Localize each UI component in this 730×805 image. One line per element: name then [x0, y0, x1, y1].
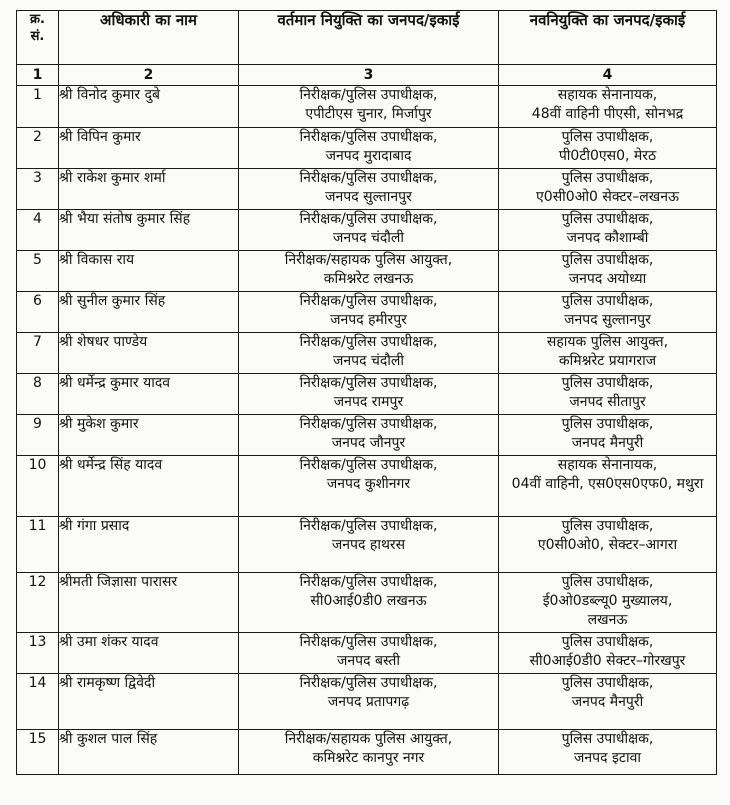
current-posting: [239, 86, 499, 128]
new-posting-line: जनपद सुल्तानपुर: [564, 312, 651, 328]
new-posting-line: पी0टी0एस0, मेरठ: [558, 148, 657, 164]
current-posting-line: जनपद रामपुर: [333, 394, 404, 410]
new-posting-line: पुलिस उपाधीक्षक,: [561, 129, 654, 145]
current-posting-line: जनपद हाथरस: [331, 537, 406, 553]
new-posting-line: ए0सी0ओ0 सेक्टर–लखनऊ: [536, 189, 679, 205]
table-row: [17, 251, 717, 292]
current-posting-line: निरीक्षक/पुलिस उपाधीक्षक,: [299, 87, 438, 103]
new-posting-line: पुलिस उपाधीक्षक,: [561, 675, 654, 691]
new-posting: [499, 128, 717, 169]
current-posting: [239, 730, 499, 775]
new-posting-line: पुलिस उपाधीक्षक,: [561, 170, 654, 186]
column-number: 3: [239, 65, 499, 86]
table-row: [17, 573, 717, 633]
serial-number: 4: [17, 210, 59, 251]
table-row: [17, 210, 717, 251]
table-row: [17, 415, 717, 456]
new-posting-line: जनपद कौशाम्बी: [566, 230, 649, 246]
current-posting-line: जनपद चंदौली: [332, 353, 405, 369]
new-posting-line: पुलिस उपाधीक्षक,: [561, 252, 654, 268]
current-posting-line: निरीक्षक/पुलिस उपाधीक्षक,: [299, 457, 438, 473]
current-posting-line: निरीक्षक/सहायक पुलिस आयुक्त,: [284, 252, 453, 268]
serial-number: 3: [17, 169, 59, 210]
serial-number: 8: [17, 374, 59, 415]
column-number: 4: [499, 65, 717, 86]
new-posting: [499, 86, 717, 128]
table-row: [17, 333, 717, 374]
current-posting: [239, 517, 499, 573]
officer-name: श्री उमा शंकर यादव: [59, 633, 239, 674]
officer-name: श्री धर्मेन्द्र सिंह यादव: [59, 456, 239, 517]
new-posting-line: 04वीं वाहिनी, एस0एस0एफ0, मथुरा: [511, 476, 704, 492]
transfer-table: [16, 10, 717, 775]
officer-name: श्री मुकेश कुमार: [59, 415, 239, 456]
new-posting-line: पुलिस उपाधीक्षक,: [561, 731, 654, 747]
officer-name: श्री विपिन कुमार: [59, 128, 239, 169]
serial-number: 9: [17, 415, 59, 456]
current-posting-line: निरीक्षक/पुलिस उपाधीक्षक,: [299, 170, 438, 186]
new-posting: [499, 573, 717, 633]
serial-number: 1: [17, 86, 59, 128]
current-posting: [239, 292, 499, 333]
officer-name: श्री गंगा प्रसाद: [59, 517, 239, 573]
header-serial-line2: सं.: [30, 29, 45, 44]
officer-name: श्री सुनील कुमार सिंह: [59, 292, 239, 333]
current-posting-line: जनपद कुशीनगर: [326, 476, 411, 492]
serial-number: 12: [17, 573, 59, 633]
current-posting-line: निरीक्षक/पुलिस उपाधीक्षक,: [299, 375, 438, 391]
table-row: [17, 456, 717, 517]
header-new-posting: नवनियुक्ति का जनपद/इकाई: [499, 11, 717, 65]
current-posting-line: निरीक्षक/पुलिस उपाधीक्षक,: [299, 518, 438, 534]
current-posting: [239, 415, 499, 456]
current-posting: [239, 456, 499, 517]
current-posting-line: कमिश्नरेट कानपुर नगर: [312, 750, 425, 766]
current-posting: [239, 210, 499, 251]
serial-number: 5: [17, 251, 59, 292]
new-posting-line: जनपद इटावा: [574, 750, 641, 766]
new-posting-line: सहायक सेनानायक,: [557, 87, 658, 103]
new-posting-line: पुलिस उपाधीक्षक,: [561, 416, 654, 432]
table-row: [17, 128, 717, 169]
serial-number: 11: [17, 517, 59, 573]
current-posting: [239, 674, 499, 730]
current-posting-line: एपीटीएस चुनार, मिर्जापुर: [305, 106, 432, 122]
table-row: [17, 517, 717, 573]
current-posting-line: निरीक्षक/पुलिस उपाधीक्षक,: [299, 574, 438, 590]
new-posting: [499, 730, 717, 775]
header-officer-name: अधिकारी का नाम: [59, 11, 239, 65]
new-posting-line: 48वीं वाहिनी पीएसी, सोनभद्र: [531, 106, 684, 122]
column-number: 2: [59, 65, 239, 86]
current-posting: [239, 251, 499, 292]
serial-number: 10: [17, 456, 59, 517]
new-posting: [499, 517, 717, 573]
new-posting-line: जनपद सीतापुर: [569, 394, 646, 410]
current-posting-line: कमिश्नरेट लखनऊ: [323, 271, 414, 287]
current-posting-line: जनपद जौनपुर: [331, 435, 406, 451]
new-posting-line: पुलिस उपाधीक्षक,: [561, 518, 654, 534]
current-posting-line: निरीक्षक/पुलिस उपाधीक्षक,: [299, 211, 438, 227]
officer-name: श्री भैया संतोष कुमार सिंह: [59, 210, 239, 251]
serial-number: 2: [17, 128, 59, 169]
new-posting-line: ए0सी0ओ0, सेक्टर–आगरा: [537, 537, 678, 553]
current-posting-line: निरीक्षक/पुलिस उपाधीक्षक,: [299, 334, 438, 350]
header-current-posting: वर्तमान नियुक्ति का जनपद/इकाई: [239, 11, 499, 65]
officer-name: श्री शेषधर पाण्डेय: [59, 333, 239, 374]
serial-number: 6: [17, 292, 59, 333]
current-posting: [239, 374, 499, 415]
current-posting-line: जनपद सुल्तानपुर: [325, 189, 412, 205]
new-posting: [499, 169, 717, 210]
current-posting-line: सी0आई0डी0 लखनऊ: [310, 593, 427, 609]
new-posting: [499, 251, 717, 292]
current-posting-line: निरीक्षक/पुलिस उपाधीक्षक,: [299, 675, 438, 691]
new-posting-line: पुलिस उपाधीक्षक,: [561, 375, 654, 391]
serial-number: 7: [17, 333, 59, 374]
current-posting-line: निरीक्षक/पुलिस उपाधीक्षक,: [299, 293, 438, 309]
new-posting-line: सहायक सेनानायक,: [557, 457, 658, 473]
table-row: [17, 374, 717, 415]
new-posting: [499, 292, 717, 333]
new-posting-line: कमिश्नरेट प्रयागराज: [558, 353, 657, 369]
current-posting-line: जनपद मुरादाबाद: [325, 148, 412, 164]
current-posting: [239, 128, 499, 169]
officer-name: श्री राकेश कुमार शर्मा: [59, 169, 239, 210]
current-posting-line: जनपद बस्ती: [336, 653, 401, 669]
officer-name: श्री कुशल पाल सिंह: [59, 730, 239, 775]
new-posting-line: पुलिस उपाधीक्षक,: [561, 293, 654, 309]
officer-name: श्री विकास राय: [59, 251, 239, 292]
current-posting: [239, 333, 499, 374]
officer-name: श्री रामकृष्ण द्विवेदी: [59, 674, 239, 730]
header-row: [17, 11, 717, 65]
new-posting: [499, 210, 717, 251]
new-posting: [499, 674, 717, 730]
table-body: [17, 86, 717, 775]
current-posting-line: जनपद हमीरपुर: [330, 312, 407, 328]
current-posting-line: निरीक्षक/पुलिस उपाधीक्षक,: [299, 634, 438, 650]
current-posting: [239, 633, 499, 674]
header-serial: [17, 11, 59, 65]
column-number: 1: [17, 65, 59, 86]
serial-number: 13: [17, 633, 59, 674]
current-posting-line: जनपद चंदौली: [332, 230, 405, 246]
new-posting: [499, 333, 717, 374]
new-posting: [499, 415, 717, 456]
current-posting: [239, 573, 499, 633]
new-posting-line: सी0आई0डी0 सेक्टर–गोरखपुर: [529, 653, 686, 669]
new-posting: [499, 456, 717, 517]
new-posting-line: सहायक पुलिस आयुक्त,: [546, 334, 669, 350]
table-row: [17, 674, 717, 730]
new-posting-line: जनपद अयोध्या: [568, 271, 647, 287]
table-row: [17, 292, 717, 333]
new-posting: [499, 374, 717, 415]
current-posting-line: निरीक्षक/पुलिस उपाधीक्षक,: [299, 129, 438, 145]
current-posting-line: निरीक्षक/पुलिस उपाधीक्षक,: [299, 416, 438, 432]
table-row: [17, 86, 717, 128]
new-posting: [499, 633, 717, 674]
table-row: [17, 633, 717, 674]
officer-name: श्रीमती जिज्ञासा पारासर: [59, 573, 239, 633]
new-posting-line: पुलिस उपाधीक्षक,: [561, 211, 654, 227]
header-serial-line1: क्र.: [30, 12, 45, 27]
new-posting-line: ई0ओ0डब्ल्यू0 मुख्यालय,: [542, 593, 673, 609]
new-posting-line: लखनऊ: [587, 612, 628, 628]
current-posting-line: जनपद प्रतापगढ़: [327, 694, 410, 710]
new-posting-line: जनपद मैनपुरी: [571, 435, 644, 451]
serial-number: 15: [17, 730, 59, 775]
current-posting-line: निरीक्षक/सहायक पुलिस आयुक्त,: [284, 731, 453, 747]
new-posting-line: पुलिस उपाधीक्षक,: [561, 574, 654, 590]
column-number-row: [17, 65, 717, 86]
new-posting-line: जनपद मैनपुरी: [571, 694, 644, 710]
new-posting-line: पुलिस उपाधीक्षक,: [561, 634, 654, 650]
table-row: [17, 730, 717, 775]
serial-number: 14: [17, 674, 59, 730]
current-posting: [239, 169, 499, 210]
officer-name: श्री विनोद कुमार दुबे: [59, 86, 239, 128]
officer-name: श्री धर्मेन्द्र कुमार यादव: [59, 374, 239, 415]
table-row: [17, 169, 717, 210]
